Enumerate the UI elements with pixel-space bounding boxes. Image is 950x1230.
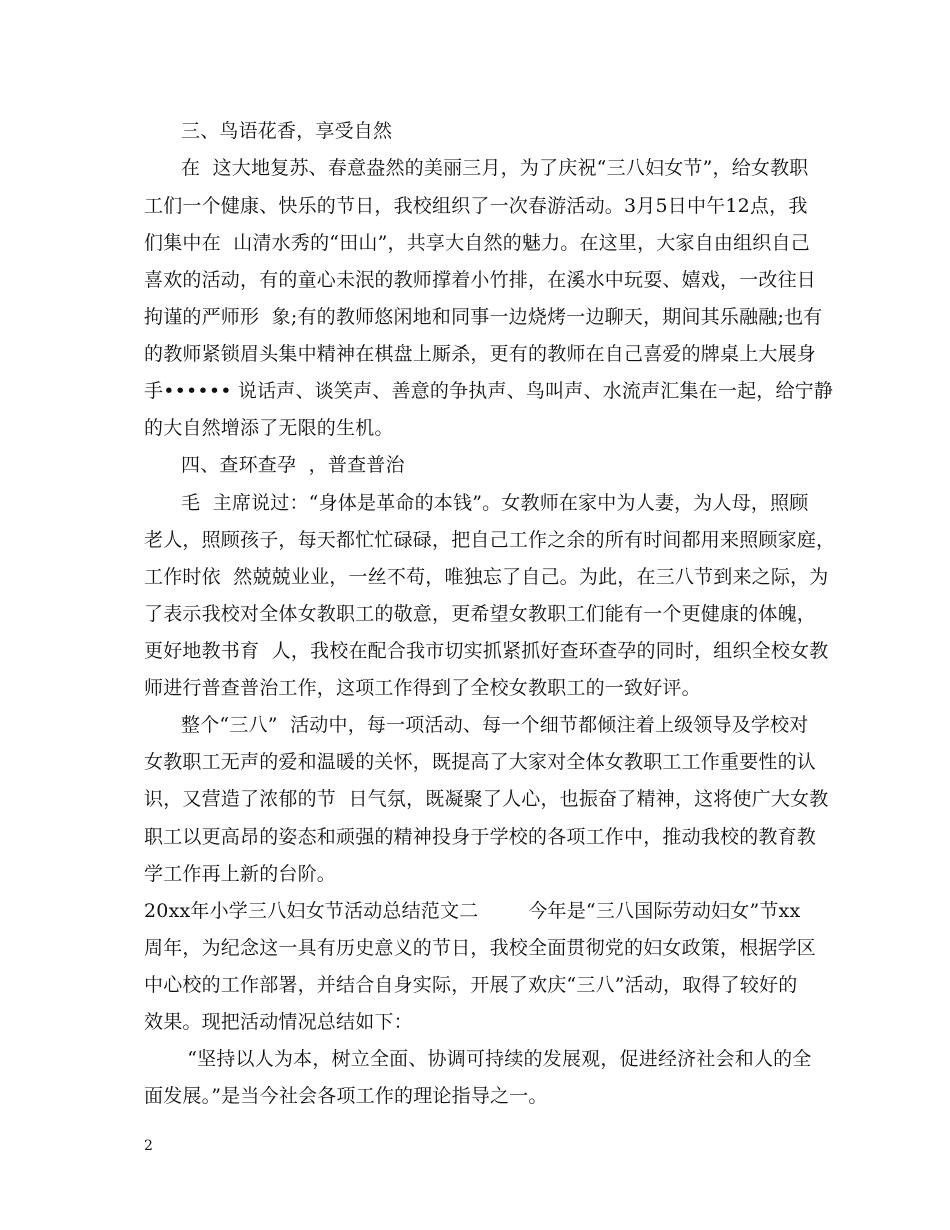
paragraph-line: 工作时依 然兢兢业业，一丝不苟，唯独忘了自己。为此，在三八节到来之际，为 — [144, 566, 829, 588]
paragraph-line: “坚持以人为本，树立全面、协调可持续的发展观，促进经济社会和人的全 — [181, 1048, 812, 1070]
paragraph-line: 师进行普查普治工作，这项工作得到了全校女教职工的一致好评。 — [144, 677, 701, 699]
paragraph-line: 工们一个健康、快乐的节日，我校组织了一次春游活动。3月5日中午12点，我 — [144, 195, 808, 217]
paragraph-line: 手•••••• 说话声、谈笑声、善意的争执声、鸟叫声、水流声汇集在一起，给宁静 — [144, 380, 834, 402]
paragraph-line: 20xx年小学三八妇女节活动总结范文二 今年是“三八国际劳动妇女”节xx — [144, 900, 801, 922]
paragraph-line: 拘谨的严师形 象;有的教师悠闲地和同事一边烧烤一边聊天，期间其乐融融;也有 — [144, 306, 823, 328]
paragraph-line: 职工以更高昂的姿态和顽强的精神投身于学校的各项工作中，推动我校的教育教 — [144, 826, 817, 848]
section-heading-nature: 三、鸟语花香，享受自然 — [181, 120, 393, 142]
paragraph-line: 喜欢的活动，有的童心未泯的教师撑着小竹排，在溪水中玩耍、嬉戏，一改往日 — [144, 269, 817, 291]
paragraph-line: 面发展。”是当今社会各项工作的理论指导之一。 — [144, 1085, 548, 1107]
paragraph-line: 了表示我校对全体女教职工的敬意，更希望女教职工们能有一个更健康的体魄， — [144, 603, 817, 625]
paragraph-line: 周年，为纪念这一具有历史意义的节日，我校全面贯彻党的妇女政策，根据学区 — [144, 937, 817, 959]
paragraph-line: 效果。现把活动情况总结如下： — [144, 1011, 413, 1033]
paragraph-line: 毛 主席说过：“身体是革命的本钱”。女教师在家中为人妻，为人母，照顾 — [181, 492, 809, 514]
page-number: 2 — [144, 1138, 153, 1154]
paragraph-line: 的大自然增添了无限的生机。 — [144, 417, 394, 439]
paragraph-line: 学工作再上新的台阶。 — [144, 863, 337, 885]
paragraph-line: 更好地教书育 人，我校在配合我市切实抓紧抓好查环查孕的同时，组织全校女教 — [144, 640, 829, 662]
section-heading-health: 四、查环查孕 ，普查普治 — [181, 454, 405, 476]
paragraph-line: 中心校的工作部署，并结合自身实际，开展了欢庆“三八”活动，取得了较好的 — [144, 974, 798, 996]
paragraph-line: 整个“三八” 活动中，每一项活动、每一个细节都倾注着上级领导及学校对 — [181, 714, 809, 736]
paragraph-line: 们集中在 山清水秀的“田山”，共享大自然的魅力。在这里，大家自由组织自己 — [144, 232, 810, 254]
paragraph-line: 老人，照顾孩子，每天都忙忙碌碌，把自己工作之余的所有时间都用来照顾家庭， — [144, 529, 836, 551]
paragraph-line: 识，又营造了浓郁的节 日气氛，既凝聚了人心，也振奋了精神，这将使广大女教 — [144, 788, 829, 810]
paragraph-line: 在 这大地复苏、春意盎然的美丽三月，为了庆祝“三八妇女节”，给女教职 — [181, 157, 809, 179]
paragraph-line: 的教师紧锁眉头集中精神在棋盘上厮杀，更有的教师在自己喜爱的牌桌上大展身 — [144, 343, 817, 365]
paragraph-line: 女教职工无声的爱和温暖的关怀，既提高了大家对全体女教职工工作重要性的认 — [144, 751, 817, 773]
